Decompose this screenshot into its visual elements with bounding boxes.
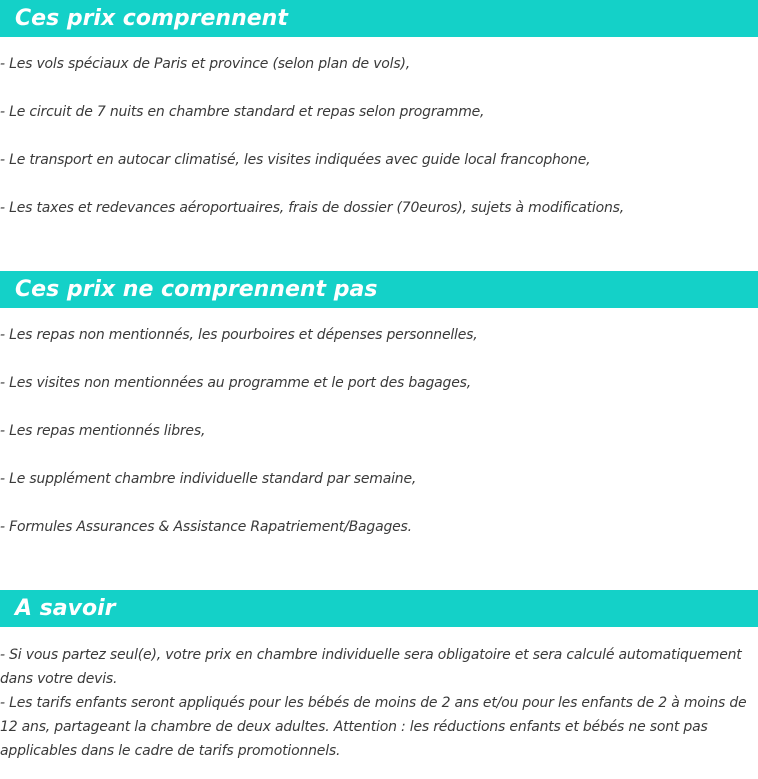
- info-paragraph: - Si vous partez seul(e), votre prix en chambre individuelle sera obligatoire et sera calculé automatiquement dans votre devis.: [0, 647, 742, 687]
- list-item: - Le circuit de 7 nuits en chambre standard et repas selon programme,: [0, 104, 485, 120]
- section-title: Ces prix comprennent: [15, 6, 288, 31]
- list-item: - Formules Assurances & Assistance Rapatriement/Bagages.: [0, 519, 412, 535]
- list-item: - Le supplément chambre individuelle standard par semaine,: [0, 471, 417, 487]
- list-item: - Le transport en autocar climatisé, les visites indiquées avec guide local francophone,: [0, 152, 591, 168]
- section-not-included: [0, 271, 758, 535]
- list-item: - Les visites non mentionnées au programme et le port des bagages,: [0, 375, 471, 391]
- section-header-good-to-know: [0, 590, 758, 627]
- list-item: - Les vols spéciaux de Paris et province (selon plan de vols),: [0, 56, 410, 72]
- section-included: [0, 0, 758, 216]
- section-header-not-included: [0, 271, 758, 308]
- info-paragraph: - Les tarifs enfants seront appliqués pour les bébés de moins de 2 ans et/ou pour les enfants de 2 à moins de 12 ans, partageant la chambre de deux adultes. Attention : les réductions enfants et bébés ne sont pas applicables dans le cadre de tarifs promotionnels.: [0, 695, 747, 759]
- section-title: A savoir: [15, 596, 116, 621]
- section-header-included: [0, 0, 758, 37]
- section-good-to-know: [0, 590, 758, 759]
- list-item: - Les repas non mentionnés, les pourboires et dépenses personnelles,: [0, 327, 478, 343]
- list-item: - Les repas mentionnés libres,: [0, 423, 206, 439]
- list-item: - Les taxes et redevances aéroportuaires, frais de dossier (70euros), sujets à modifications,: [0, 200, 625, 216]
- section-title: Ces prix ne comprennent pas: [15, 277, 378, 302]
